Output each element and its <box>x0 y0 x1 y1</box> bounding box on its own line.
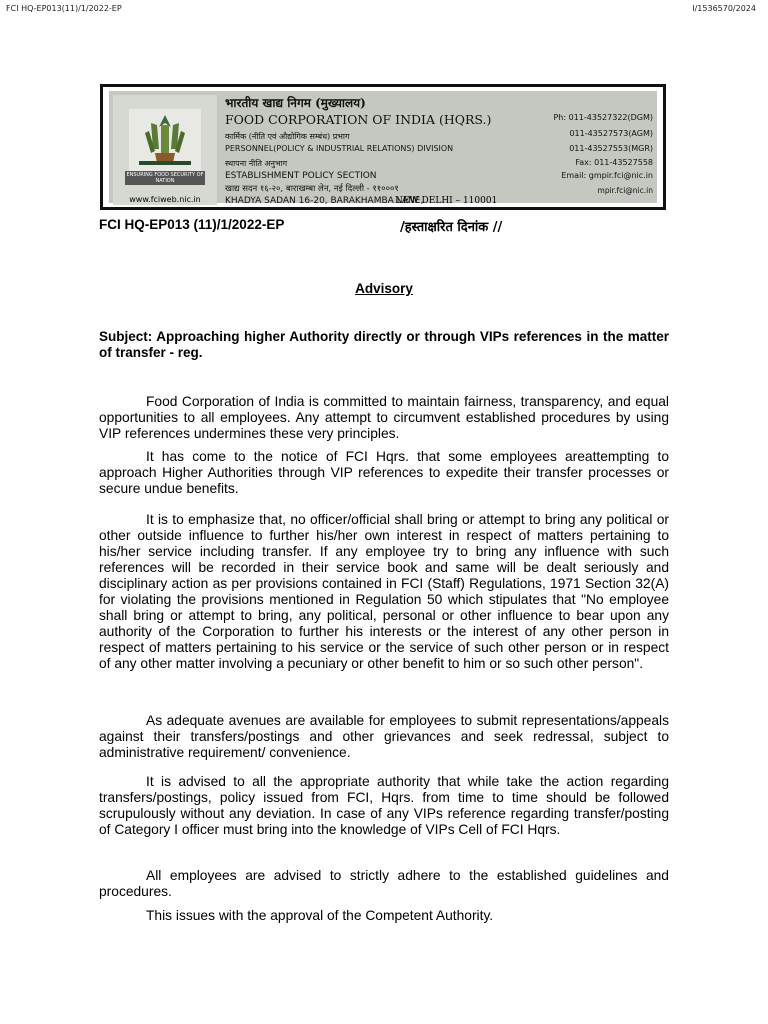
address-city: NEW DELHI – 110001 <box>395 196 498 206</box>
division-hindi: कार्मिक (नीति एवं औद्योगिक सम्बंध) प्रभाग <box>225 132 350 141</box>
address-english: KHADYA SADAN 16-20, BARAKHAMBA LANE, <box>225 196 424 206</box>
running-header-right: I/1536570/2024 <box>692 4 756 13</box>
logo-caption: ENSURING FOOD SECURITY OF NATION <box>126 172 204 184</box>
website-link[interactable]: www.fciweb.nic.in <box>129 195 201 204</box>
reference-number: FCI HQ-EP013 (11)/1/2022-EP <box>99 217 285 232</box>
division-english: PERSONNEL(POLICY & INDUSTRIAL RELATIONS) DIVISION <box>225 144 454 153</box>
paragraph-advice: It is advised to all the appropriate authority that while take the action regarding transfers/postings, policy issued from FCI, Hqrs. from time to time should be followed scrupulously without any deviation. In case of any VIPs reference regarding transfer/posting of Category I officer must bring into the knowledge of VIPs Cell of FCI Hqrs. <box>99 774 669 837</box>
letterhead-panel <box>109 91 657 206</box>
org-name-hindi: भारतीय खाद्य निगम (मुख्यालय) <box>225 96 366 110</box>
paragraph-regulation: It is to emphasize that, no officer/official shall bring or attempt to bring any political or other outside influence to further his/her own interest in respect of matters pertaining to his/her service including transfer. If any employee try to bring any influence with such references will be recorded in their service book and same will be dealt seriously and disciplinary action as per provisions contained in FCI (Staff) Regulations, 1971 Section 32(A) for violating the provisions mentioned in Regulation 50 which stipulates that "No employee shall bring or attempt to bring, any political, personal or other influence to bear upon any authority of the Corporation to further his interests or the interest of any other person in respect of matters pertaining to his service or the service of such other person or in respect of any other matter involving a pecuniary or other benefit to him or so such other person". <box>99 512 669 671</box>
section-english: ESTABLISHMENT POLICY SECTION <box>225 171 377 181</box>
phone-mgr: 011-43527553(MGR) <box>569 144 653 153</box>
paragraph-notice: It has come to the notice of FCI Hqrs. that some employees areattempting to approach Higher Authorities through VIP references to expedite their transfer processes or secure undue benefits. <box>99 449 669 496</box>
signed-date-label: /हस्ताक्षरित दिनांक // <box>400 220 503 235</box>
email-secondary[interactable]: mpir.fci@nic.in <box>597 186 653 195</box>
section-hindi: स्थापना नीति अनुभाग <box>225 159 288 168</box>
org-name-english: FOOD CORPORATION OF INDIA (HQRS.) <box>225 112 492 127</box>
document-title: Advisory <box>355 281 413 296</box>
paragraph-approval: This issues with the approval of the Competent Authority. <box>146 908 494 923</box>
fax-number: Fax: 011-43527558 <box>575 158 653 167</box>
paragraph-commitment: Food Corporation of India is committed to maintain fairness, transparency, and equal opportunities to all employees. Any attempt to circumvent established procedures by using VIP references undermines these very principles. <box>99 394 669 441</box>
letterhead <box>100 84 666 210</box>
phone-agm: 011-43527573(AGM) <box>569 129 653 138</box>
fci-logo <box>113 95 217 205</box>
paragraph-adherence: All employees are advised to strictly adhere to the established guidelines and procedures. <box>99 868 669 899</box>
subject-line: Subject: Approaching higher Authority directly or through VIPs references in the matter of transfer - reg. <box>99 329 669 360</box>
phone-dgm: Ph: 011-43527322(DGM) <box>553 113 653 122</box>
running-header-left: FCI HQ-EP013(11)/1/2022-EP <box>6 4 122 13</box>
email-primary[interactable]: Email: gmpir.fci@nic.in <box>561 171 653 180</box>
paragraph-avenues: As adequate avenues are available for employees to submit representations/appeals against their transfers/postings and other grievances and seek redressal, subject to administrative requirement/ convenience. <box>99 713 669 760</box>
wheat-emblem-icon <box>129 109 201 171</box>
address-hindi: खाद्य सदन १६-२०, बाराखम्बा लेन, नई दिल्ली - ११०००१ <box>225 184 399 194</box>
